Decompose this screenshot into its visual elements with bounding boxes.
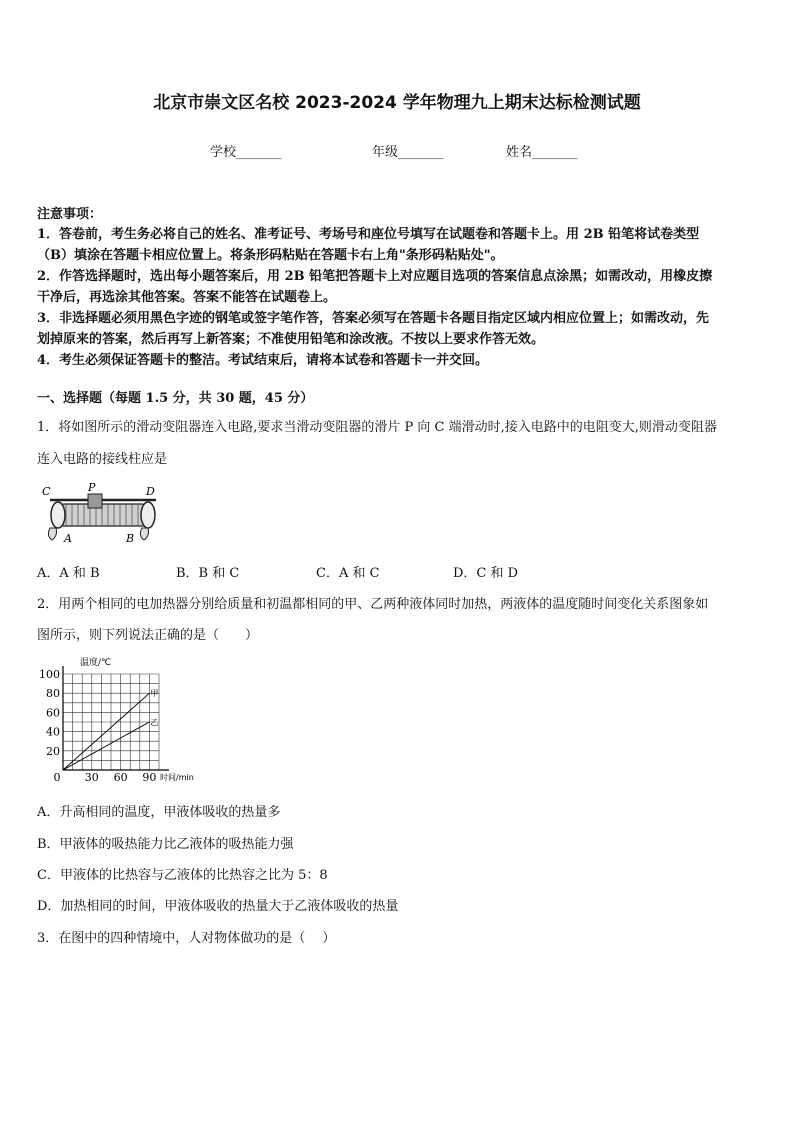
notice-heading: 注意事项： <box>37 207 103 222</box>
notice-line: 干净后，再选涂其他答案。答案不能答在试题卷上。 <box>37 290 337 305</box>
x-tick-label: 30 <box>84 771 99 784</box>
question-1-line: 连入电路的接线柱应是 <box>37 452 168 467</box>
y-tick-label: 80 <box>46 687 60 701</box>
series-label: 甲 <box>150 689 159 699</box>
name-field: 姓名_______ <box>506 145 578 160</box>
chart-ticks <box>39 668 159 784</box>
q2-option-d: D．加热相同的时间，甲液体吸收的热量大于乙液体吸收的热量 <box>37 899 399 914</box>
grade-field: 年级_______ <box>372 145 444 160</box>
q1-option-b: B．B 和 C <box>176 566 240 581</box>
series-label: 乙 <box>150 718 159 727</box>
label-a: A <box>64 532 72 544</box>
question-3-line: 3．在图中的四种情境中，人对物体做功的是（ ） <box>37 931 336 946</box>
y-tick-label: 40 <box>46 725 60 739</box>
notice-line: 3．非选择题必须用黑色字迹的钢笔或签字笔作答，答案必须写在答题卡各题目指定区域内相应位置上；如需改动，先 <box>37 311 710 326</box>
q1-option-d: D．C 和 D <box>453 566 519 581</box>
section-heading: 一、选择题（每题 1.5 分，共 30 题，45 分） <box>37 391 314 406</box>
y-tick-label: 60 <box>46 706 60 720</box>
label-d: D <box>146 485 155 498</box>
y-tick-label: 20 <box>46 744 60 758</box>
q2-option-b: B．甲液体的吸热能力比乙液体的吸热能力强 <box>37 837 294 852</box>
y-axis-label: 温度/℃ <box>80 658 112 668</box>
school-field: 学校_______ <box>210 145 282 160</box>
rheostat-figure <box>38 482 168 544</box>
series-line <box>63 722 149 770</box>
notice-line: 2．作答选择题时，选出每小题答案后，用 2B 铅笔把答题卡上对应题目选项的答案信息点涂黑；如需改动，用橡皮擦 <box>37 269 713 284</box>
question-2-line: 图所示，则下列说法正确的是（ ） <box>37 628 259 643</box>
q1-option-c: C．A 和 C <box>316 566 380 581</box>
q2-option-a: A．升高相同的温度，甲液体吸收的热量多 <box>37 805 281 820</box>
q1-option-a: A．A 和 B <box>37 566 100 581</box>
x-tick-label: 60 <box>113 771 128 784</box>
question-2-line: 2．用两个相同的电加热器分别给质量和初温都相同的甲、乙两种液体同时加热，两液体的温度随时间变化关系图象如 <box>37 597 709 612</box>
question-1-line: 1．将如图所示的滑动变阻器连入电路,要求当滑动变阻器的滑片 P 向 C 端滑动时,接入电路中的电阻变大,则滑动变阻器 <box>37 420 717 435</box>
y-tick-label: 100 <box>39 668 60 681</box>
label-c: C <box>42 485 51 498</box>
page-title: 北京市崇文区名校 2023-2024 学年物理九上期末达标检测试题 <box>153 93 641 113</box>
label-p: P <box>88 482 96 494</box>
x-axis-label: 时间/min <box>160 773 194 782</box>
notice-line: 1．答卷前，考生务必将自己的姓名、准考证号、考场号和座位号填写在试题卷和答题卡上。用 2B 铅笔将试卷类型 <box>37 227 700 242</box>
chart-grid <box>63 674 159 770</box>
notice-line: 划掉原来的答案，然后再写上新答案；不准使用铅笔和涂改液。不按以上要求作答无效。 <box>37 332 545 347</box>
x-tick-label: 90 <box>142 771 157 784</box>
notice-line: 4．考生必须保证答题卡的整洁。考试结束后，请将本试卷和答题卡一并交回。 <box>37 353 489 368</box>
q2-option-c: C．甲液体的比热容与乙液体的比热容之比为 5：8 <box>37 868 328 883</box>
notice-line: （B）填涂在答题卡相应位置上。将条形码粘贴在答题卡右上角"条形码粘贴处"。 <box>37 248 504 263</box>
temperature-chart <box>36 654 206 784</box>
x-tick-label: 0 <box>53 771 61 784</box>
label-b: B <box>126 532 135 544</box>
